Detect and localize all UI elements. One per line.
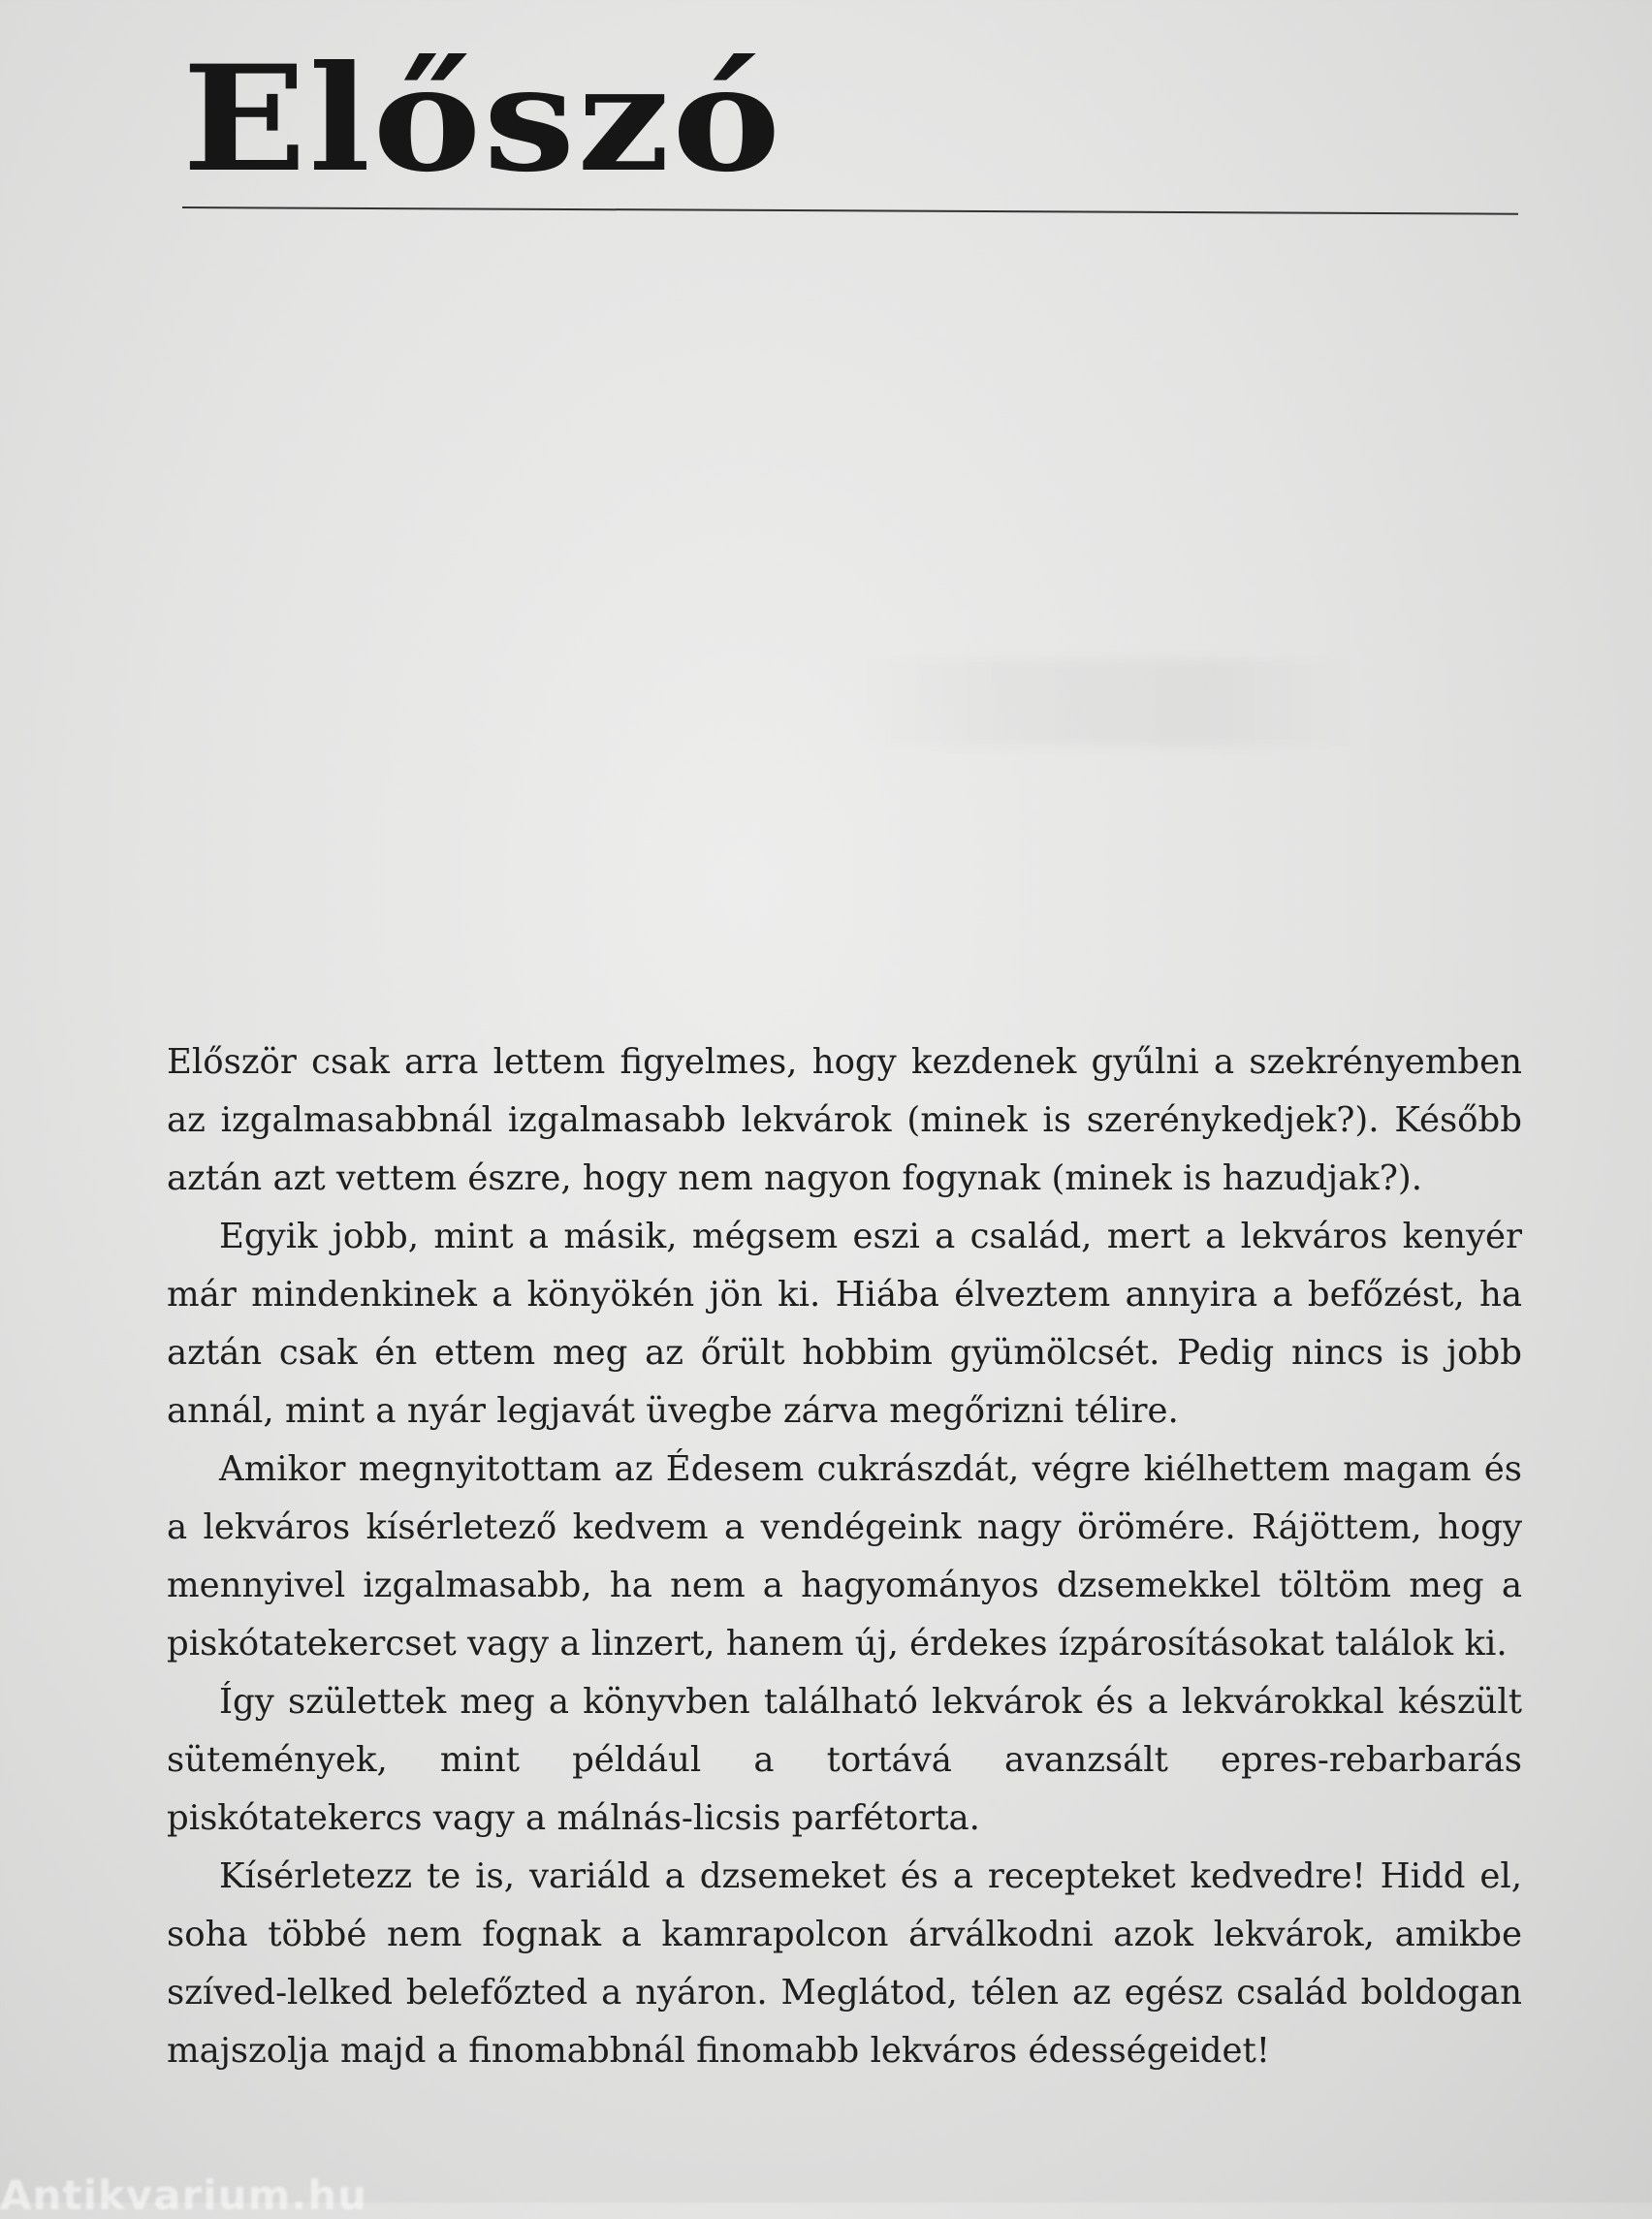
paragraph: Amikor megnyitottam az Édesem cukrászdát, végre kiélhettem magam és a lekváros kísérletező kedvem a vendégeink nagy örömére. Rájöttem, hogy mennyivel izgalmasabb, ha nem a hagyományos dzsemekkel töltöm meg a piskótatekercset vagy a linzert, hanem új, érdekes ízpárosításokat találok ki. [167,1449,1522,1664]
watermark-text: Antikvarium.hu [0,2171,368,2219]
foreword-text [167,1033,1522,2080]
paragraph: Először csak arra lettem figyelmes, hogy kezdenek gyűlni a szekrényemben az izgalmasabbnál izgalmasabb lekvárok (minek is szerénykedjek?). Később aztán azt vettem észre, hogy nem nagyon fogynak (minek is hazudjak?). [167,1042,1522,1198]
title-underline [182,206,1518,215]
paragraph: Kísérletezz te is, variáld a dzsemeket és a recepteket kedvedre! Hidd el, soha többé nem fognak a kamrapolcon árválkodni azok lekvárok, amikbe szíved-lelked belefőzted a nyáron. Meglátod, télen az egész család boldogan majszolja majd a finomabbnál finomabb lekváros édességeidet! [167,1856,1522,2071]
show-through-shadow [853,659,1357,746]
paragraph: Így születtek meg a könyvben található lekvárok és a lekvárokkal készült sütemények, mint például a tortává avanzsált epres-rebarbarás piskótatekercs vagy a málnás-licsis parfétorta. [167,1682,1522,1838]
page-title: Előszó [182,34,783,205]
paragraph: Egyik jobb, mint a másik, mégsem eszi a család, mert a lekváros kenyér már mindenkinek a könyökén jön ki. Hiába élveztem annyira a befőzést, ha aztán csak én ettem meg az őrült hobbim gyümölcsét. Pedig nincs is jobb annál, mint a nyár legjavát üvegbe zárva megőrizni télire. [167,1217,1522,1431]
